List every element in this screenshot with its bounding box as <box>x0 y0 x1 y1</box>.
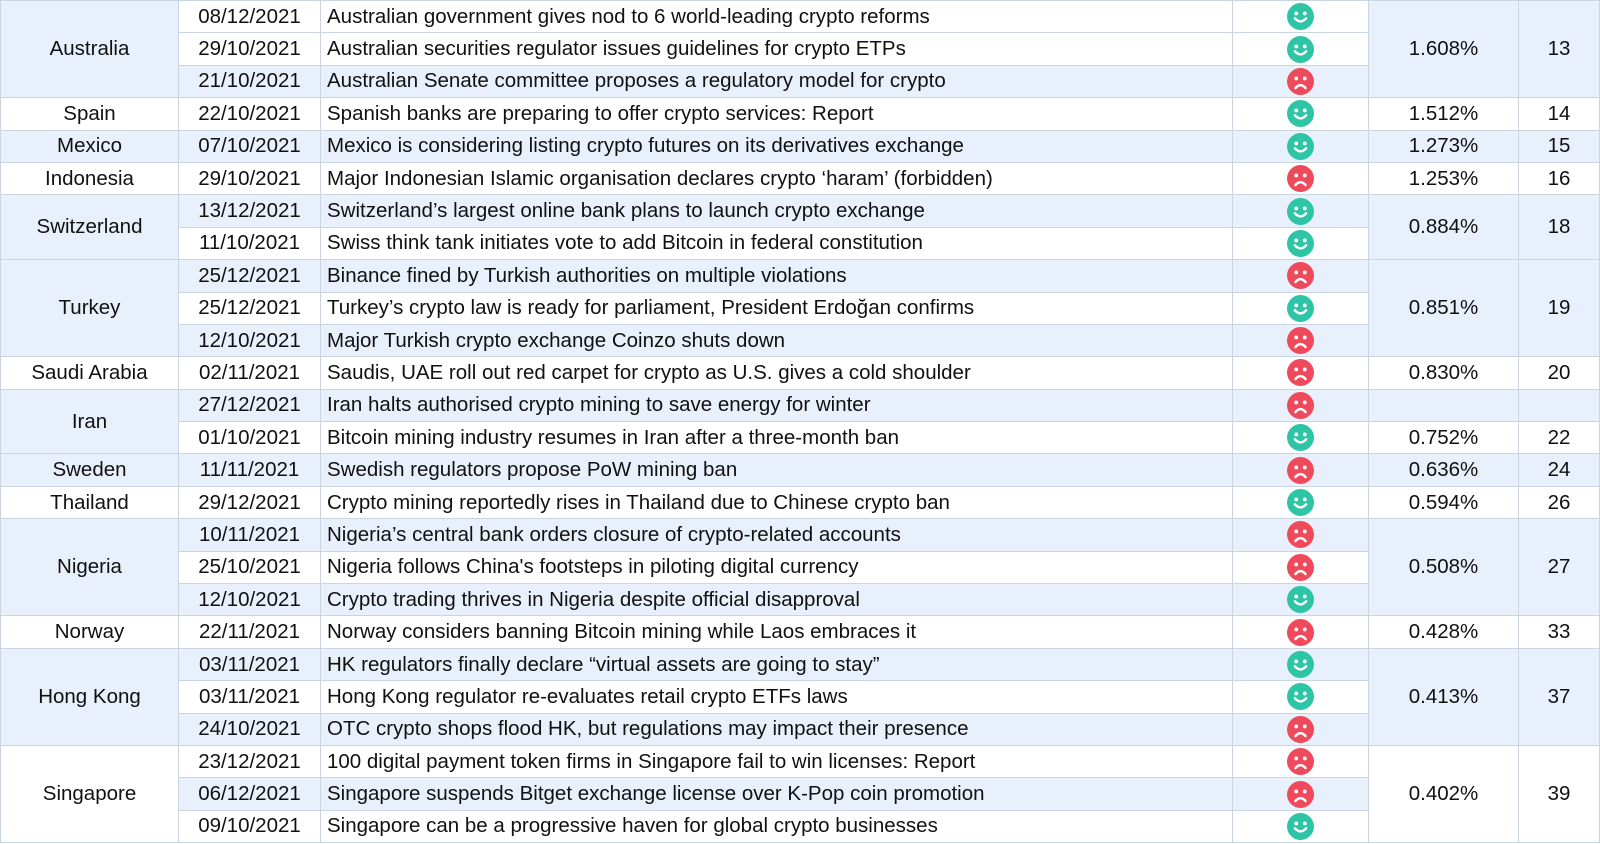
sentiment-cell <box>1233 227 1369 259</box>
date-cell: 25/10/2021 <box>179 551 321 583</box>
rank-cell: 37 <box>1519 648 1600 745</box>
table-row <box>1 519 1600 551</box>
table-row <box>1 486 1600 518</box>
headline-cell: Singapore can be a progressive haven for global crypto businesses <box>321 810 1233 842</box>
rank-cell: 20 <box>1519 357 1600 389</box>
sentiment-cell <box>1233 713 1369 745</box>
percentage-cell: 1.608% <box>1369 1 1519 98</box>
date-cell: 09/10/2021 <box>179 810 321 842</box>
sentiment-cell <box>1233 357 1369 389</box>
country-cell: Nigeria <box>1 519 179 616</box>
date-cell: 22/11/2021 <box>179 616 321 648</box>
sad-face-icon <box>1287 359 1314 386</box>
headline-cell: OTC crypto shops flood HK, but regulations may impact their presence <box>321 713 1233 745</box>
smiley-face-icon <box>1287 3 1314 30</box>
percentage-cell: 0.594% <box>1369 486 1519 518</box>
table-row <box>1 227 1600 259</box>
table-row <box>1 745 1600 777</box>
smiley-face-icon <box>1287 683 1314 710</box>
sentiment-cell <box>1233 648 1369 680</box>
sentiment-cell <box>1233 454 1369 486</box>
smiley-face-icon <box>1287 133 1314 160</box>
table-row <box>1 162 1600 194</box>
rank-cell: 14 <box>1519 98 1600 130</box>
date-cell: 07/10/2021 <box>179 130 321 162</box>
sad-face-icon <box>1287 619 1314 646</box>
sentiment-cell <box>1233 324 1369 356</box>
smiley-face-icon <box>1287 651 1314 678</box>
table-row <box>1 389 1600 421</box>
country-cell: Switzerland <box>1 195 179 260</box>
sentiment-cell <box>1233 389 1369 421</box>
headline-cell: Norway considers banning Bitcoin mining while Laos embraces it <box>321 616 1233 648</box>
sad-face-icon <box>1287 262 1314 289</box>
headline-cell: HK regulators finally declare “virtual assets are going to stay” <box>321 648 1233 680</box>
date-cell: 01/10/2021 <box>179 422 321 454</box>
sad-face-icon <box>1287 457 1314 484</box>
sentiment-cell <box>1233 551 1369 583</box>
headline-cell: Switzerland’s largest online bank plans to launch crypto exchange <box>321 195 1233 227</box>
rank-cell: 18 <box>1519 195 1600 260</box>
headline-cell: Saudis, UAE roll out red carpet for crypto as U.S. gives a cold shoulder <box>321 357 1233 389</box>
percentage-cell: 1.512% <box>1369 98 1519 130</box>
sentiment-cell <box>1233 519 1369 551</box>
table-row <box>1 713 1600 745</box>
table-row <box>1 292 1600 324</box>
sad-face-icon <box>1287 327 1314 354</box>
date-cell: 02/11/2021 <box>179 357 321 389</box>
sentiment-cell <box>1233 422 1369 454</box>
smiley-face-icon <box>1287 424 1314 451</box>
sentiment-cell <box>1233 681 1369 713</box>
date-cell: 11/11/2021 <box>179 454 321 486</box>
headline-cell: Turkey’s crypto law is ready for parliament, President Erdoğan confirms <box>321 292 1233 324</box>
smiley-face-icon <box>1287 198 1314 225</box>
table-row <box>1 33 1600 65</box>
date-cell: 03/11/2021 <box>179 648 321 680</box>
country-cell: Spain <box>1 98 179 130</box>
date-cell: 21/10/2021 <box>179 65 321 97</box>
headline-cell: Binance fined by Turkish authorities on multiple violations <box>321 260 1233 292</box>
sentiment-cell <box>1233 292 1369 324</box>
percentage-cell: 0.636% <box>1369 454 1519 486</box>
country-cell: Australia <box>1 1 179 98</box>
date-cell: 25/12/2021 <box>179 260 321 292</box>
country-cell: Norway <box>1 616 179 648</box>
sad-face-icon <box>1287 392 1314 419</box>
sentiment-cell <box>1233 260 1369 292</box>
headline-cell: Hong Kong regulator re-evaluates retail crypto ETFs laws <box>321 681 1233 713</box>
country-cell: Saudi Arabia <box>1 357 179 389</box>
country-cell: Mexico <box>1 130 179 162</box>
table-row <box>1 454 1600 486</box>
table-row <box>1 616 1600 648</box>
headline-cell: Australian government gives nod to 6 world-leading crypto reforms <box>321 1 1233 33</box>
table-row <box>1 357 1600 389</box>
sad-face-icon <box>1287 781 1314 808</box>
date-cell: 29/12/2021 <box>179 486 321 518</box>
headline-cell: Nigeria follows China's footsteps in piloting digital currency <box>321 551 1233 583</box>
smiley-face-icon <box>1287 295 1314 322</box>
date-cell: 10/11/2021 <box>179 519 321 551</box>
table-body <box>1 1 1600 843</box>
headline-cell: Bitcoin mining industry resumes in Iran after a three-month ban <box>321 422 1233 454</box>
table-row <box>1 260 1600 292</box>
date-cell: 23/12/2021 <box>179 745 321 777</box>
percentage-cell: 1.273% <box>1369 130 1519 162</box>
rank-cell: 26 <box>1519 486 1600 518</box>
sentiment-cell <box>1233 584 1369 616</box>
date-cell: 11/10/2021 <box>179 227 321 259</box>
headline-cell: Singapore suspends Bitget exchange license over K-Pop coin promotion <box>321 778 1233 810</box>
country-cell: Turkey <box>1 260 179 357</box>
percentage-cell: 0.428% <box>1369 616 1519 648</box>
date-cell: 03/11/2021 <box>179 681 321 713</box>
date-cell: 08/12/2021 <box>179 1 321 33</box>
rank-cell: 13 <box>1519 1 1600 98</box>
sentiment-cell <box>1233 33 1369 65</box>
percentage-cell: 0.402% <box>1369 745 1519 842</box>
rank-cell: 33 <box>1519 616 1600 648</box>
date-cell: 13/12/2021 <box>179 195 321 227</box>
sentiment-cell <box>1233 486 1369 518</box>
percentage-cell: 0.884% <box>1369 195 1519 260</box>
rank-cell: 39 <box>1519 745 1600 842</box>
smiley-face-icon <box>1287 36 1314 63</box>
sentiment-cell <box>1233 162 1369 194</box>
rank-cell: 15 <box>1519 130 1600 162</box>
sad-face-icon <box>1287 68 1314 95</box>
date-cell: 06/12/2021 <box>179 778 321 810</box>
percentage-cell: 1.253% <box>1369 162 1519 194</box>
percentage-cell: 0.508% <box>1369 519 1519 616</box>
percentage-cell <box>1369 389 1519 421</box>
table-row <box>1 810 1600 842</box>
date-cell: 12/10/2021 <box>179 324 321 356</box>
date-cell: 27/12/2021 <box>179 389 321 421</box>
date-cell: 29/10/2021 <box>179 162 321 194</box>
headline-cell: Australian securities regulator issues guidelines for crypto ETPs <box>321 33 1233 65</box>
sentiment-cell <box>1233 616 1369 648</box>
percentage-cell: 0.413% <box>1369 648 1519 745</box>
smiley-face-icon <box>1287 813 1314 840</box>
headline-cell: Major Turkish crypto exchange Coinzo shuts down <box>321 324 1233 356</box>
rank-cell: 27 <box>1519 519 1600 616</box>
rank-cell: 24 <box>1519 454 1600 486</box>
percentage-cell: 0.752% <box>1369 422 1519 454</box>
sad-face-icon <box>1287 165 1314 192</box>
country-cell: Sweden <box>1 454 179 486</box>
sad-face-icon <box>1287 716 1314 743</box>
country-cell: Singapore <box>1 745 179 842</box>
sentiment-cell <box>1233 1 1369 33</box>
date-cell: 24/10/2021 <box>179 713 321 745</box>
sentiment-cell <box>1233 745 1369 777</box>
table-row <box>1 98 1600 130</box>
sentiment-cell <box>1233 130 1369 162</box>
rank-cell: 19 <box>1519 260 1600 357</box>
table-row <box>1 65 1600 97</box>
country-cell: Thailand <box>1 486 179 518</box>
table-row <box>1 1 1600 33</box>
headline-cell: Iran halts authorised crypto mining to save energy for winter <box>321 389 1233 421</box>
table-row <box>1 584 1600 616</box>
rank-cell <box>1519 389 1600 421</box>
sad-face-icon <box>1287 554 1314 581</box>
sad-face-icon <box>1287 748 1314 775</box>
sentiment-cell <box>1233 98 1369 130</box>
sentiment-cell <box>1233 65 1369 97</box>
country-cell: Indonesia <box>1 162 179 194</box>
sentiment-cell <box>1233 778 1369 810</box>
headline-cell: Major Indonesian Islamic organisation declares crypto ‘haram’ (forbidden) <box>321 162 1233 194</box>
headline-cell: Spanish banks are preparing to offer crypto services: Report <box>321 98 1233 130</box>
rank-cell: 16 <box>1519 162 1600 194</box>
table-row <box>1 681 1600 713</box>
sentiment-cell <box>1233 810 1369 842</box>
country-cell: Iran <box>1 389 179 454</box>
headline-cell: Crypto trading thrives in Nigeria despite official disapproval <box>321 584 1233 616</box>
smiley-face-icon <box>1287 586 1314 613</box>
percentage-cell: 0.830% <box>1369 357 1519 389</box>
sentiment-cell <box>1233 195 1369 227</box>
headline-cell: Swedish regulators propose PoW mining ban <box>321 454 1233 486</box>
table-row <box>1 648 1600 680</box>
headline-cell: Nigeria’s central bank orders closure of crypto-related accounts <box>321 519 1233 551</box>
table-row <box>1 130 1600 162</box>
headline-cell: 100 digital payment token firms in Singapore fail to win licenses: Report <box>321 745 1233 777</box>
headline-cell: Mexico is considering listing crypto futures on its derivatives exchange <box>321 130 1233 162</box>
date-cell: 22/10/2021 <box>179 98 321 130</box>
smiley-face-icon <box>1287 489 1314 516</box>
date-cell: 12/10/2021 <box>179 584 321 616</box>
table-row <box>1 778 1600 810</box>
headline-cell: Australian Senate committee proposes a regulatory model for crypto <box>321 65 1233 97</box>
date-cell: 29/10/2021 <box>179 33 321 65</box>
sad-face-icon <box>1287 521 1314 548</box>
rank-cell: 22 <box>1519 422 1600 454</box>
headline-cell: Crypto mining reportedly rises in Thailand due to Chinese crypto ban <box>321 486 1233 518</box>
table-row <box>1 422 1600 454</box>
date-cell: 25/12/2021 <box>179 292 321 324</box>
percentage-cell: 0.851% <box>1369 260 1519 357</box>
country-cell: Hong Kong <box>1 648 179 745</box>
table-row <box>1 195 1600 227</box>
table-row <box>1 551 1600 583</box>
table-row <box>1 324 1600 356</box>
headline-cell: Swiss think tank initiates vote to add Bitcoin in federal constitution <box>321 227 1233 259</box>
smiley-face-icon <box>1287 230 1314 257</box>
smiley-face-icon <box>1287 100 1314 127</box>
